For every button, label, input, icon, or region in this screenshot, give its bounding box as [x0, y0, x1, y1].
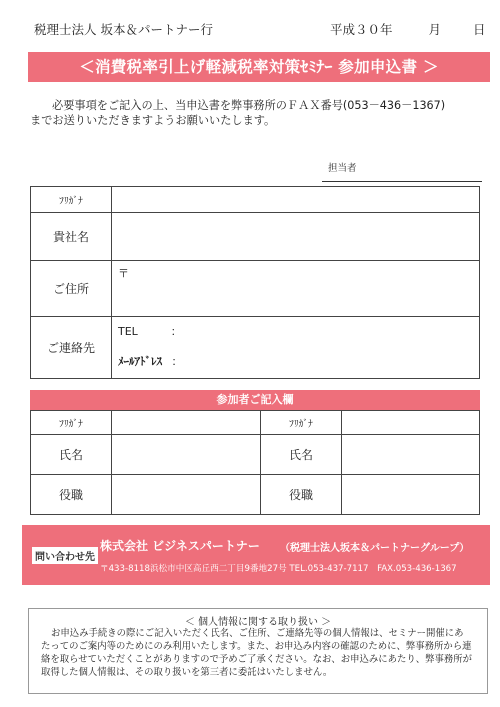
company-input[interactable]	[112, 213, 480, 261]
privacy-notice	[28, 608, 488, 694]
p1-furigana-input[interactable]	[112, 411, 261, 435]
date-line	[330, 20, 485, 38]
contact-company: 株式会社 ビジネスパートナー	[100, 539, 260, 553]
p1-position-input[interactable]	[112, 475, 261, 515]
p1-name-label: 氏名	[31, 435, 112, 475]
p2-furigana-input[interactable]	[342, 411, 480, 435]
notice-line: 絡を取らせていただくことがありますので予めご了承ください。なお、お申込みにあたり、弊事務所が	[41, 654, 472, 665]
date-day: 日	[472, 22, 486, 37]
notice-line: 取得した個人情報は、その取り扱いを第三者に委託はいたしません。	[41, 667, 333, 678]
p2-name-label: 氏名	[261, 435, 342, 475]
intro-text	[30, 98, 480, 128]
intro-line-2: までお送りいただきますようお願いいたします。	[30, 114, 276, 127]
contact-label: ご連絡先	[31, 317, 112, 379]
contact-box	[22, 525, 490, 585]
title-banner: ＜消費税率引上げ軽減税率対策ｾﾐﾅｰ 参加申込書 ＞	[28, 52, 490, 82]
p2-name-input[interactable]	[342, 435, 480, 475]
furigana-input[interactable]	[112, 187, 480, 213]
tantosha-underline	[322, 181, 482, 182]
p2-position-input[interactable]	[342, 475, 480, 515]
applicant-form	[30, 186, 480, 379]
notice-body	[41, 627, 477, 679]
furigana-label: ﾌﾘｶﾞﾅ	[31, 187, 112, 213]
p1-position-label: 役職	[31, 475, 112, 515]
postal-mark: 〒	[118, 267, 129, 280]
tel-line: TEL ：	[118, 325, 182, 338]
p2-position-label: 役職	[261, 475, 342, 515]
p1-furigana-label: ﾌﾘｶﾞﾅ	[31, 411, 112, 435]
notice-line: お申込み手続きの際にご記入いただく氏名、ご住所、ご連絡先等の個人情報は、セミナー開催にあ	[51, 628, 464, 639]
participants-form	[30, 410, 480, 515]
date-month: 月	[428, 22, 441, 37]
mail-colon: ：	[171, 355, 183, 368]
contact-label: 問い合わせ先	[32, 547, 98, 564]
contact-input[interactable]	[112, 317, 480, 379]
firm-name: 税理士法人 坂本＆パートナー行	[34, 22, 213, 37]
intro-line-1: 必要事項をご記入の上、当申込書を弊事務所のＦＡＸ番号(053－436－1367)	[52, 99, 446, 112]
contact-address: 〒433-8118浜松市中区高丘西二丁目9番地27号 TEL.053-437-7117 FAX.053-436-1367	[100, 564, 457, 574]
contact-group: （税理士法人坂本＆パートナーグループ）	[280, 543, 470, 554]
date-era: 平成３０年	[330, 22, 393, 37]
tantosha-label: 担当者	[328, 163, 357, 174]
address-input[interactable]	[112, 261, 480, 317]
company-label: 貴社名	[31, 213, 112, 261]
p2-furigana-label: ﾌﾘｶﾞﾅ	[261, 411, 342, 435]
mail-line	[118, 353, 473, 369]
address-label: ご住所	[31, 261, 112, 317]
mail-label: ﾒｰﾙｱﾄﾞﾚｽ	[118, 355, 162, 368]
participants-banner: 参加者ご記入欄	[30, 390, 480, 410]
notice-title: ＜ 個人情報に関する取り扱い ＞	[184, 617, 332, 628]
p1-name-input[interactable]	[112, 435, 261, 475]
notice-line: たってのご案内等のためにのみ利用いたします。また、お申込み内容の確認のために、弊事務所から連	[41, 641, 472, 652]
